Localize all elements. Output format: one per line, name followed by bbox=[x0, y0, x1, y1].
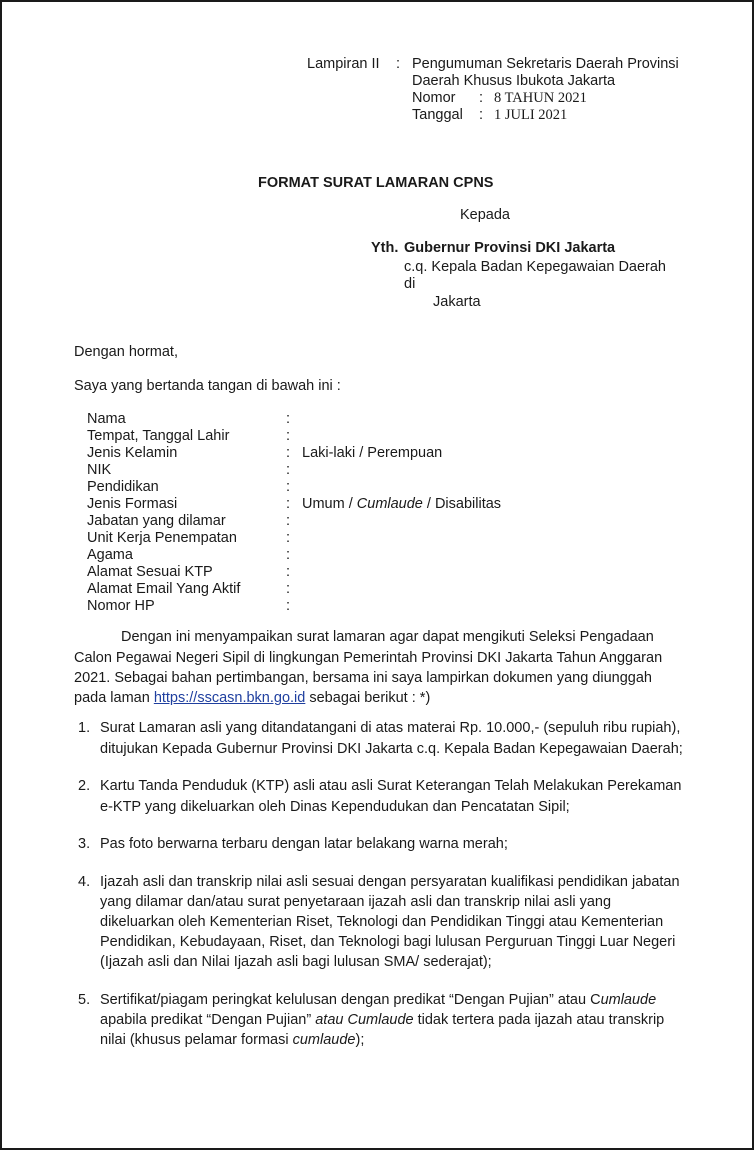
list-line: Surat Lamaran asli yang ditandatangani di atas materai Rp. 10.000,- (sepuluh ribu rupiah), bbox=[100, 720, 681, 736]
list-number: 3. bbox=[78, 836, 91, 852]
text-part: tidak tertera pada ijazah atau transkrip bbox=[413, 1012, 665, 1028]
lampiran-line2: Daerah Khusus Ibukota Jakarta bbox=[412, 73, 616, 89]
field-label: Pendidikan bbox=[87, 479, 159, 495]
text-part: pada laman bbox=[74, 690, 154, 706]
list-line: ditujukan Kepada Gubernur Provinsi DKI Jakarta c.q. Kepala Badan Kepegawaian Daerah; bbox=[100, 741, 683, 757]
field-label: Unit Kerja Penempatan bbox=[87, 530, 237, 546]
field-colon: : bbox=[286, 479, 291, 495]
text-part: apabila predikat “Dengan Pujian” bbox=[100, 1012, 316, 1028]
text-part-italic: atau Cumlaude bbox=[315, 1012, 414, 1028]
list-line bbox=[100, 1012, 664, 1028]
tanggal-sep: : bbox=[479, 107, 484, 123]
list-number: 2. bbox=[78, 778, 91, 794]
recipient-yth: Yth. bbox=[371, 240, 399, 256]
field-label: Jenis Kelamin bbox=[87, 445, 178, 461]
field-colon: : bbox=[286, 428, 291, 444]
recipient-city: Jakarta bbox=[433, 294, 481, 310]
field-label: Nama bbox=[87, 411, 126, 427]
lampiran-sep: : bbox=[396, 56, 401, 72]
text-part: ); bbox=[355, 1032, 365, 1048]
tanggal-label: Tanggal bbox=[412, 107, 463, 123]
field-colon: : bbox=[286, 564, 291, 580]
lampiran-line1: Pengumuman Sekretaris Daerah Provinsi bbox=[412, 56, 679, 72]
field-label: Alamat Sesuai KTP bbox=[87, 564, 213, 580]
list-line: Pendidikan, Kebudayaan, Riset, dan Teknologi bagi lulusan Perguruan Tinggi Luar Negeri bbox=[100, 934, 676, 950]
recipient-name: Gubernur Provinsi DKI Jakarta bbox=[404, 240, 616, 256]
field-label: NIK bbox=[87, 462, 112, 478]
recipient-di: di bbox=[404, 276, 416, 292]
list-line: Kartu Tanda Penduduk (KTP) asli atau asli Surat Keterangan Telah Melakukan Perekaman bbox=[100, 778, 682, 794]
recipient-kepada: Kepada bbox=[460, 207, 510, 223]
list-line: Pas foto berwarna terbaru dengan latar belakang warna merah; bbox=[100, 836, 508, 852]
body-line bbox=[74, 690, 430, 706]
body-line: Calon Pegawai Negeri Sipil di lingkungan Pemerintah Provinsi DKI Jakarta Tahun Anggaran bbox=[74, 650, 663, 666]
body-line: Dengan ini menyampaikan surat lamaran agar dapat mengikuti Seleksi Pengadaan bbox=[121, 629, 654, 645]
list-line bbox=[100, 992, 656, 1008]
field-colon: : bbox=[286, 496, 291, 512]
field-value: Laki-laki / Perempuan bbox=[302, 445, 443, 461]
field-colon: : bbox=[286, 530, 291, 546]
list-line: e-KTP yang dikeluarkan oleh Dinas Kependudukan dan Pencatatan Sipil; bbox=[100, 799, 570, 815]
recipient-cq: c.q. Kepala Badan Kepegawaian Daerah bbox=[404, 259, 666, 275]
list-number: 4. bbox=[78, 874, 91, 890]
value-part: Umum / bbox=[302, 496, 357, 512]
list-line bbox=[100, 1032, 364, 1048]
text-part: nilai (khusus pelamar formasi bbox=[100, 1032, 293, 1048]
field-label: Alamat Email Yang Aktif bbox=[87, 581, 241, 597]
value-part-italic: Cumlaude bbox=[356, 496, 423, 512]
field-colon: : bbox=[286, 411, 291, 427]
body-line: 2021. Sebagai bahan pertimbangan, bersama ini saya lampirkan dokumen yang diunggah bbox=[74, 670, 652, 686]
list-line: (Ijazah asli dan Nilai Ijazah asli bagi lulusan SMA/ sederajat); bbox=[100, 954, 492, 970]
field-label: Nomor HP bbox=[87, 598, 155, 614]
document-title: FORMAT SURAT LAMARAN CPNS bbox=[258, 175, 494, 191]
field-value bbox=[302, 496, 501, 512]
text-part: Sertifikat/piagam peringkat kelulusan dengan predikat “Dengan Pujian” atau C bbox=[100, 992, 601, 1008]
sscasn-link[interactable]: https://sscasn.bkn.go.id bbox=[153, 690, 306, 706]
field-colon: : bbox=[286, 513, 291, 529]
text-part-italic: umlaude bbox=[600, 992, 657, 1008]
nomor-value: 8 TAHUN 2021 bbox=[494, 90, 587, 106]
list-line: yang dilamar dan/atau surat penyetaraan ijazah asli dan transkrip nilai asli yang bbox=[100, 894, 612, 910]
nomor-sep: : bbox=[479, 90, 484, 106]
list-line: dikeluarkan oleh Kementerian Riset, Teknologi dan Pendidikan Tinggi atau Kementerian bbox=[100, 914, 664, 930]
nomor-label: Nomor bbox=[412, 90, 456, 106]
value-part: / Disabilitas bbox=[422, 496, 502, 512]
list-line: Ijazah asli dan transkrip nilai asli sesuai dengan persyaratan kualifikasi pendidikan jabatan bbox=[100, 874, 680, 890]
field-label: Jenis Formasi bbox=[87, 496, 178, 512]
field-colon: : bbox=[286, 598, 291, 614]
text-part-italic: cumlaude bbox=[292, 1032, 356, 1048]
field-label: Agama bbox=[87, 547, 133, 563]
field-label: Jabatan yang dilamar bbox=[87, 513, 226, 529]
field-colon: : bbox=[286, 445, 291, 461]
field-label: Tempat, Tanggal Lahir bbox=[87, 428, 230, 444]
greeting: Dengan hormat, bbox=[74, 344, 178, 360]
tanggal-value: 1 JULI 2021 bbox=[494, 107, 568, 123]
intro-text: Saya yang bertanda tangan di bawah ini : bbox=[74, 378, 341, 394]
field-colon: : bbox=[286, 547, 291, 563]
list-number: 1. bbox=[78, 720, 91, 736]
field-colon: : bbox=[286, 462, 291, 478]
lampiran-label: Lampiran II bbox=[307, 56, 380, 72]
field-colon: : bbox=[286, 581, 291, 597]
text-part: sebagai berikut : *) bbox=[305, 690, 431, 706]
list-number: 5. bbox=[78, 992, 91, 1008]
